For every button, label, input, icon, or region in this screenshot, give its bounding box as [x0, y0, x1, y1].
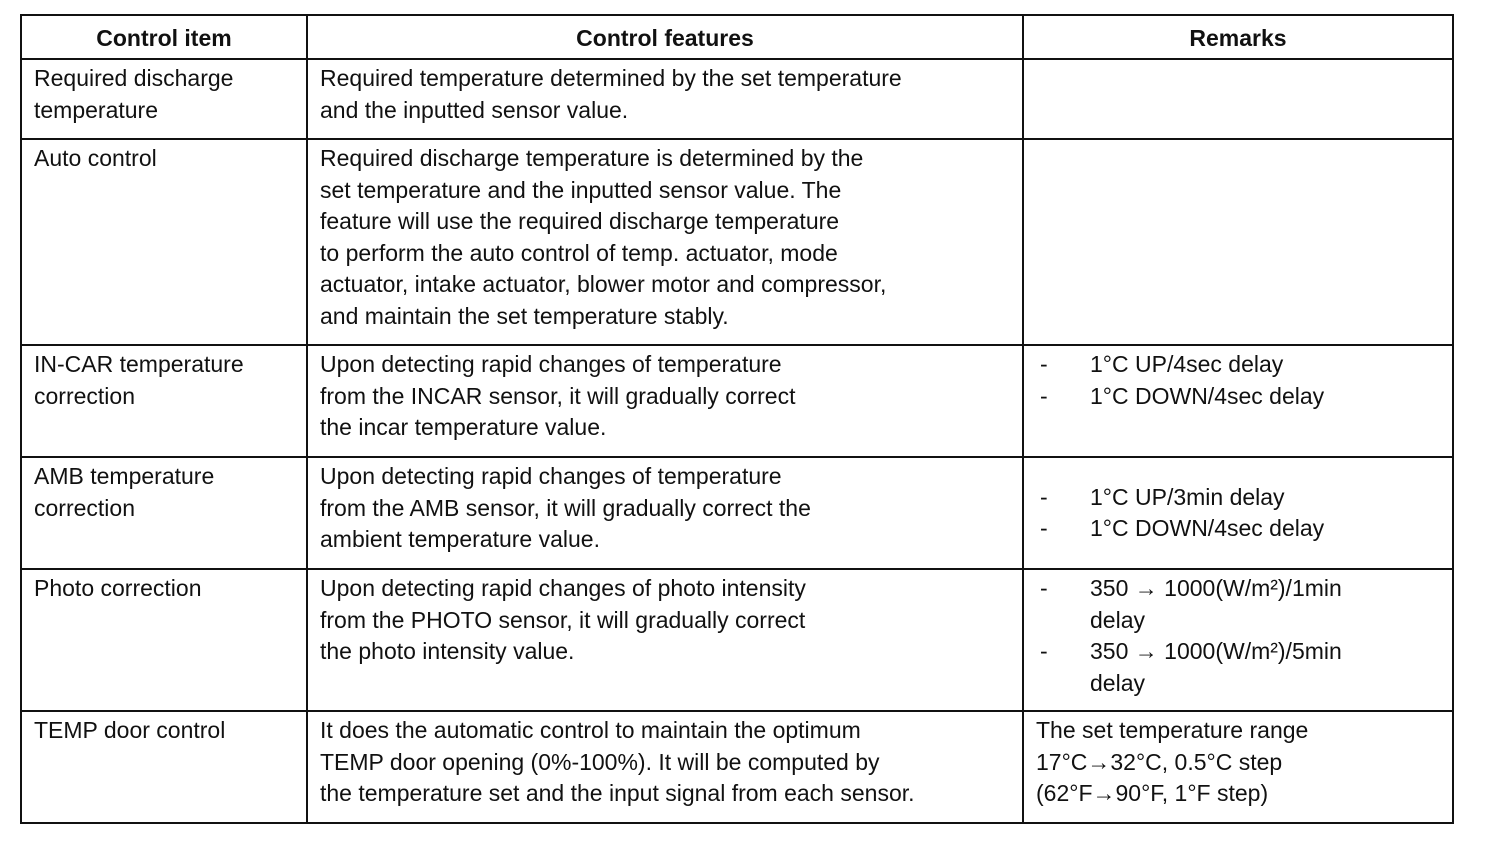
bullet-dash: -: [1040, 382, 1048, 409]
header-control-item: Control item: [21, 15, 307, 59]
table-row: [21, 139, 1453, 345]
list-item: - 350 → 1000(W/m²)/5min delay: [1036, 636, 1440, 699]
remarks-cell: [1023, 569, 1453, 711]
header-control-features: Control features: [307, 15, 1023, 59]
remarks-cell: [1023, 59, 1453, 139]
header-row: [21, 15, 1453, 59]
table-row: [21, 59, 1453, 139]
control-features-cell: Required temperature determined by the set temperature and the inputted sensor value.: [307, 59, 1023, 139]
header-remarks: Remarks: [1023, 15, 1453, 59]
remarks-list: [1036, 482, 1440, 545]
control-table: [20, 14, 1454, 824]
control-features-cell: Upon detecting rapid changes of temperature from the INCAR sensor, it will gradually correct the incar temperature value.: [307, 345, 1023, 457]
table-row: [21, 569, 1453, 711]
remarks-list: [1036, 349, 1440, 412]
remarks-list: [1036, 573, 1440, 699]
control-item-cell: AMB temperature correction: [21, 457, 307, 569]
bullet-dash: -: [1040, 638, 1048, 664]
control-item-cell: TEMP door control: [21, 711, 307, 823]
table-row: [21, 345, 1453, 457]
control-features-cell: Required discharge temperature is determined by the set temperature and the inputted sensor value. The feature will use the required discharge temperature to perform the auto control of temp. actuator, mode actuator, intake actuator, blower motor and compressor, and maintain the set temperature stably.: [307, 139, 1023, 345]
control-features-cell: It does the automatic control to maintain the optimum TEMP door opening (0%-100%). It will be computed by the temperature set and the input signal from each sensor.: [307, 711, 1023, 823]
control-item-cell: IN-CAR temperature correction: [21, 345, 307, 457]
control-features-cell: Upon detecting rapid changes of photo intensity from the PHOTO sensor, it will gradually correct the photo intensity value.: [307, 569, 1023, 711]
bullet-dash: -: [1040, 515, 1048, 541]
list-item: - 1°C DOWN/4sec delay: [1036, 513, 1440, 545]
control-item-cell: Auto control: [21, 139, 307, 345]
list-item: - 1°C UP/4sec delay: [1036, 349, 1440, 381]
table-row: [21, 711, 1453, 823]
bullet-dash: -: [1040, 575, 1048, 601]
control-features-cell: Upon detecting rapid changes of temperature from the AMB sensor, it will gradually correct the ambient temperature value.: [307, 457, 1023, 569]
control-item-cell: Required discharge temperature: [21, 59, 307, 139]
control-item-cell: Photo correction: [21, 569, 307, 711]
list-item: - 350 → 1000(W/m²)/1min delay: [1036, 573, 1440, 636]
list-item: - 1°C UP/3min delay: [1036, 482, 1440, 514]
bullet-dash: -: [1040, 351, 1048, 377]
remarks-cell: [1023, 345, 1453, 457]
bullet-dash: -: [1040, 483, 1048, 510]
remarks-cell: The set temperature range 17°C→32°C, 0.5°C step (62°F→90°F, 1°F step): [1023, 711, 1453, 823]
list-item: - 1°C DOWN/4sec delay: [1036, 381, 1440, 413]
remarks-cell: [1023, 457, 1453, 569]
table-row: [21, 457, 1453, 569]
remarks-cell: [1023, 139, 1453, 345]
